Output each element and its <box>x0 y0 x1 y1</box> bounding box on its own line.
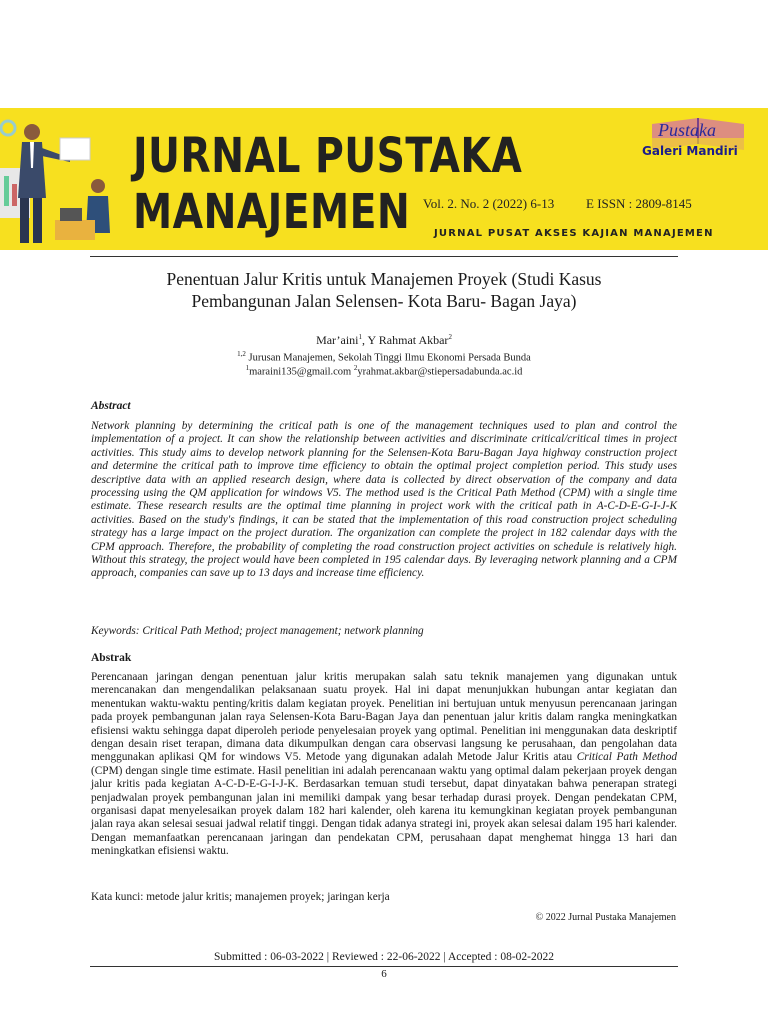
email-1-sup: 1 <box>245 364 250 372</box>
business-people-illustration <box>0 108 125 250</box>
journal-banner <box>0 108 768 250</box>
keywords-id: Kata kunci: metode jalur kritis; manajemen proyek; jaringan kerja <box>91 891 390 903</box>
volume-info: Vol. 2. No. 2 (2022) 6-13 <box>423 196 555 211</box>
abstrak-text-part1: Perencanaan jaringan dengan penentuan jalur kritis merupakan salah satu teknik manajemen yang digunakan untuk merencanakan dan mengendalikan pelaksanaan suatu proyek. Hal ini dapat menunjukkan hubungan antar kegiatan dan menentukan waktu-waktu penting/kritis dalam kegiatan proyek. Penelitian ini bertujuan untuk menyusun perencanaan jaringan pada proyek pembangunan jalan raya Selensen-Kota Baru-Bagan Jaya dan penentuan jalur kritis dalam rangka meningkatkan efisiensi waktu sehingga dapat diperoleh periode penyelesaian proyek yang optimal. Penelitian ini menggunakan data deskriptif dengan desain riset terapan, dimana data dikumpulkan dengan cara observasi langsung ke perusahaan, dan pengolahan data menggunakan aplikasi QM for windows V5. Metode yang digunakan adalah Metode Jalur Kritis atau <box>91 671 677 764</box>
abstrak-heading: Abstrak <box>91 652 132 664</box>
title-line-2: Pembangunan Jalan Selensen- Kota Baru- Bagan Jaya) <box>191 291 577 311</box>
author-list <box>90 333 678 348</box>
journal-name-line1: JURNAL PUSTAKA <box>133 128 523 184</box>
journal-name-line2: MANAJEMEN <box>133 184 411 240</box>
keywords-en: Keywords: Critical Path Method; project management; network planning <box>91 625 424 637</box>
article-title <box>90 268 678 312</box>
affiliation-text: Jurusan Manajemen, Sekolah Tinggi Ilmu Ekonomi Persada Bunda <box>245 352 531 364</box>
email-2-sup: 2 <box>353 364 358 372</box>
author-2: , Y Rahmat Akbar <box>362 333 449 347</box>
author-emails <box>90 364 678 378</box>
footer-rule <box>90 966 678 967</box>
publisher-logo <box>640 112 760 174</box>
title-line-1: Penentuan Jalur Kritis untuk Manajemen Proyek (Studi Kasus <box>166 269 602 289</box>
header-rule <box>90 256 678 257</box>
abstract-text: Network planning by determining the critical path is one of the management techniques used to plan and control the implementation of a project. It can show the relationship between activities and discriminate critical/critical times in project activities. This study aims to develop network planning for the Selensen-Kota Baru-Bagan Jaya highway construction project and determine the critical path to improve time efficiency to obtain the optimal project completion period. This study uses descriptive data with an applied research design, where data is collected by direct observation of the company and data processing using the QM application for windows V5. The method used is the Critical Path Method (CPM) with a single time estimate. These research results are the optimal time planning in project work with the critical path in A-C-D-E-G-I-J-K activities. Based on the study's findings, it can be stated that the implementation of this road construction project scheduling strategy has a large impact on the project duration. The organization can complete the project in 182 calendar days with the CPM approach. Therefore, the probability of completing the road construction project activities on schedule is relatively high. Without this strategy, the project would have been completed in 195 calendar days. By leveraging network planning and a CPM approach, companies can save up to 13 days and increase time efficiency. <box>91 420 677 580</box>
affiliation-sup: 1,2 <box>237 350 246 358</box>
abstract-heading: Abstract <box>91 400 131 412</box>
copyright: © 2022 Jurnal Pustaka Manajemen <box>535 912 676 923</box>
submission-dates: Submitted : 06-03-2022 | Reviewed : 22-06-2022 | Accepted : 08-02-2022 <box>214 951 554 963</box>
email-2: yrahmat.akbar@stiepersadabunda.ac.id <box>357 366 523 378</box>
email-1: maraini135@gmail.com <box>249 366 354 378</box>
logo-text-top: Pustaka <box>658 120 716 140</box>
journal-subtitle: JURNAL PUSAT AKSES KAJIAN MANAJEMEN <box>434 228 714 239</box>
abstrak-text-italic: Critical Path Method <box>576 751 677 764</box>
abstrak-text <box>91 671 677 859</box>
author-1: Mar’aini <box>316 333 359 347</box>
page-number: 6 <box>381 968 387 980</box>
affiliation <box>90 350 678 364</box>
author-1-sup: 1 <box>358 333 362 341</box>
abstrak-text-part2: (CPM) dengan single time estimate. Hasil penelitian ini adalah perencanaan waktu yang optimal dalam pekerjaan proyek dengan jalur kritis pada kegiatan A-C-D-E-G-I-J-K. Berdasarkan temuan studi tersebut, dapat dinyatakan bahwa penerapan strategi penjadwalan proyek pembangunan jalan ini memiliki dampak yang besar terhadap durasi proyek. Dengan pendekatan CPM, organisasi dapat menyelesaikan proyek dalam 182 hari kalender, oleh karena itu kemungkinan kegiatan proyek pembangunan jalan raya akan selesai sesuai jadwal relatif tinggi. Dengan tidak adanya strategi ini, proyek akan selesai dalam 195 hari kalender. Dengan memanfaatkan perencanaan jaringan dan pendekatan CPM, perusahaan dapat menghemat hingga 13 hari dan meningkatkan efisiensi waktu. <box>91 764 677 858</box>
author-2-sup: 2 <box>448 333 452 341</box>
logo-text-bottom: Galeri Mandiri <box>642 144 738 158</box>
issn-info: E ISSN : 2809-8145 <box>586 196 692 211</box>
